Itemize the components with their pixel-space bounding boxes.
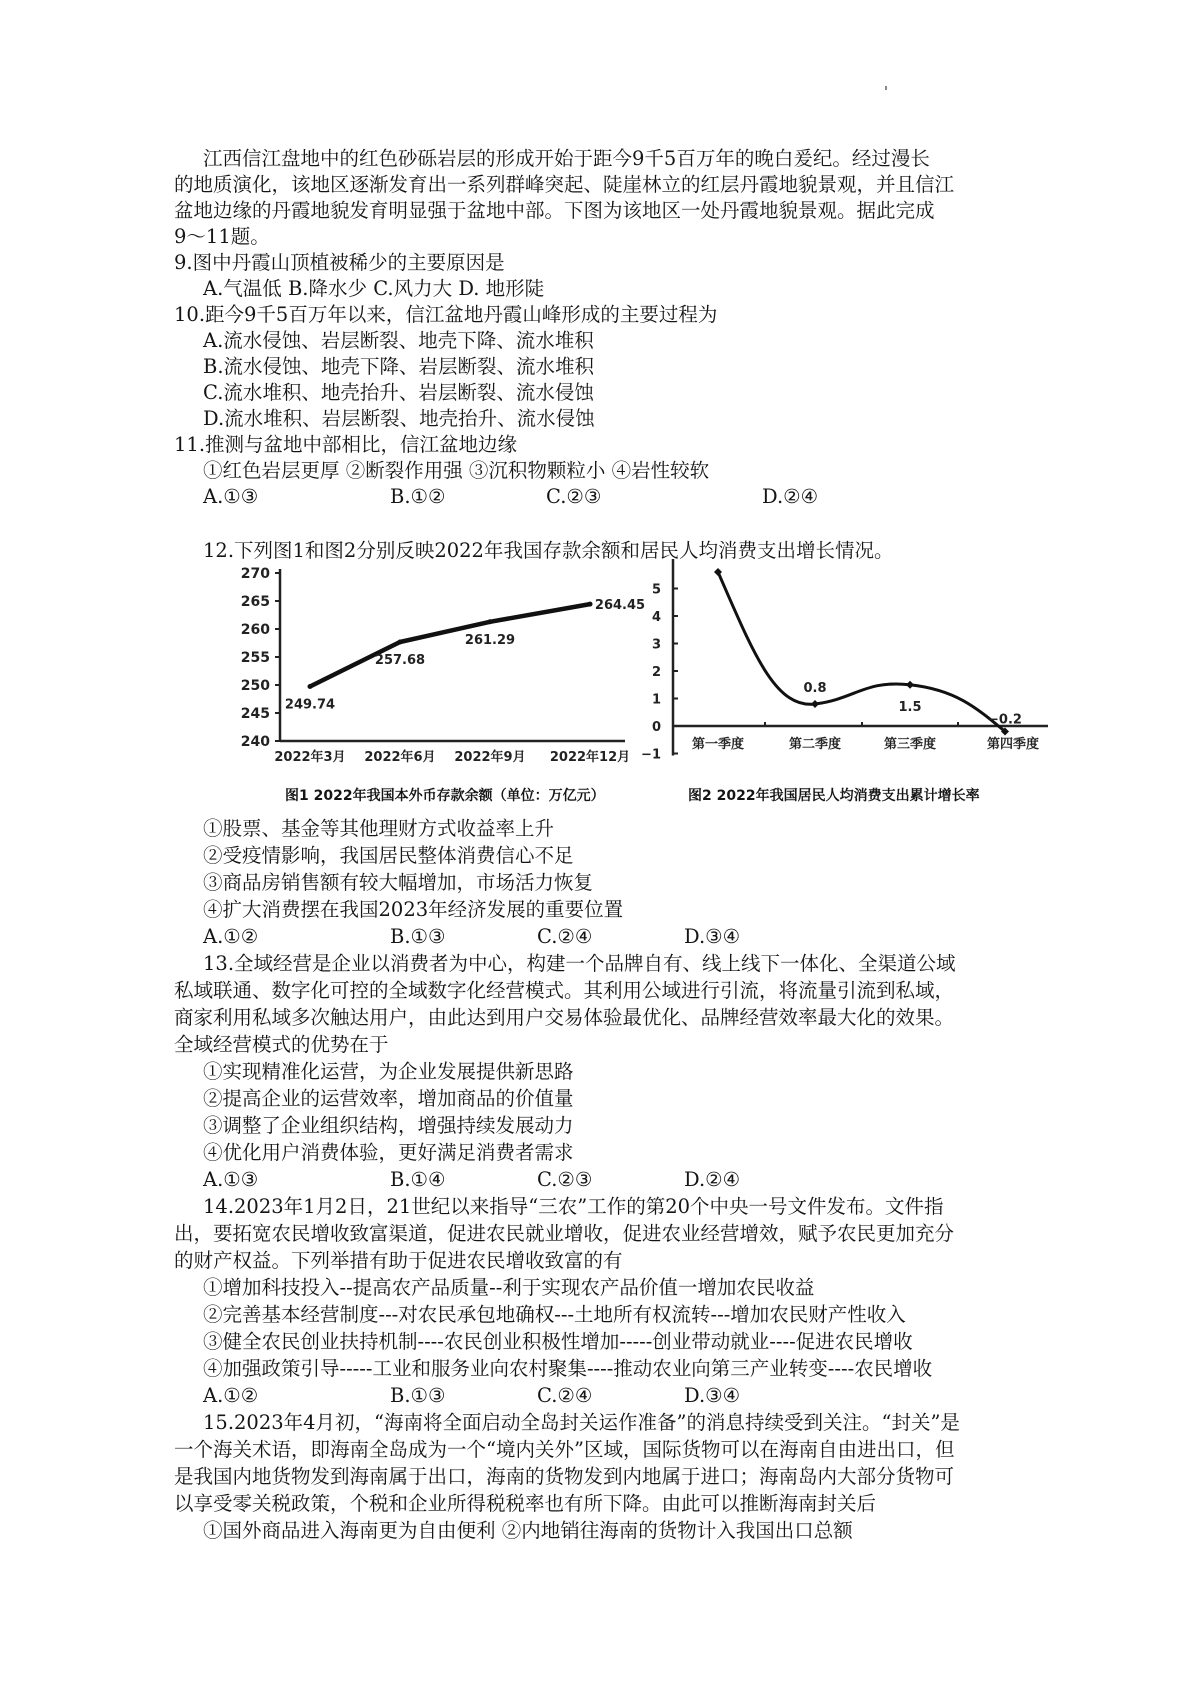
question-10-option: C.流水堆积、地壳抬升、岩层断裂、流水侵蚀 [203,381,594,404]
question-14-option: C.②④ [537,1384,593,1407]
question-13-item: ①实现精准化运营，为企业发展提供新思路 [203,1060,574,1083]
x-tick-label: 2022年9月 [454,750,526,765]
data-point [398,639,403,644]
question-13-option: B.①④ [390,1168,446,1191]
data-point [906,681,914,689]
question-10-option: B.流水侵蚀、地壳下降、岩层断裂、流水堆积 [203,355,595,378]
question-13-stem: 全域经营模式的优势在于 [174,1033,389,1056]
figure-1 [215,563,646,781]
question-11-items: ①红色岩层更厚 ②断裂作用强 ③沉积物颗粒小 ④岩性较软 [203,459,710,482]
x-tick-label: 2022年3月 [274,750,346,765]
figure-2 [640,551,1060,781]
question-14-stem: 的财产权益。下列举措有助于促进农民增收致富的有 [174,1249,623,1272]
question-9-stem: 9.图中丹霞山顶植被稀少的主要原因是 [174,251,505,274]
series-line-consumption [718,572,1005,732]
question-10-option: D.流水堆积、岩层断裂、地壳抬升、流水侵蚀 [203,407,595,430]
question-14-option: B.①③ [390,1384,446,1407]
y-tick-label: 1 [651,692,661,708]
x-tick-label: 2022年6月 [364,750,436,765]
question-13-item: ③调整了企业组织结构，增强持续发展动力 [203,1114,574,1137]
y-tick-label: 4 [651,610,661,625]
question-9-options: A.气温低 B.降水少 C.风力大 D. 地形陡 [203,277,545,300]
question-14-stem: 出，要拓宽农民增收致富渠道，促进农民就业增收，促进农业经营增效，赋予农民更加充分 [174,1222,955,1245]
question-12-option: A.①② [203,925,259,948]
question-11-option: D.②④ [762,485,819,508]
question-12-item: ①股票、基金等其他理财方式收益率上升 [203,817,555,840]
question-14-item: ③健全农民创业扶持机制----农民创业积极性增加-----创业带动就业----促进农民增收 [203,1330,913,1353]
question-14-item: ②完善基本经营制度---对农民承包地确权---土地所有权流转---增加农民财产性收入 [203,1303,906,1326]
x-tick-label: 第二季度 [788,737,842,752]
y-tick-label: 2 [651,665,661,680]
y-tick-label: 265 [240,594,270,610]
question-13-option: C.②③ [537,1168,593,1191]
question-15-items: ①国外商品进入海南更为自由便利 ②内地销往海南的货物计入我国出口总额 [203,1519,853,1542]
passage-line: 江西信江盘地中的红色砂砾岩层的形成开始于距今9千5百万年的晚白爰纪。经过漫长 [203,147,930,170]
question-13-item: ②提高企业的运营效率，增加商品的价值量 [203,1087,574,1110]
scan-mark [885,86,887,90]
y-tick-label: 270 [240,566,270,582]
x-tick-label: 第三季度 [883,737,937,752]
passage-line: 9～11题。 [174,225,270,248]
y-tick-label: 255 [240,650,270,666]
question-12-item: ④扩大消费摆在我国2023年经济发展的重要位置 [203,898,624,921]
y-tick-label: 250 [240,678,270,694]
question-10-option: A.流水侵蚀、岩层断裂、地壳下降、流水堆积 [203,329,594,352]
question-14-item: ①增加科技投入--提高农产品质量--利于实现农产品价值一增加农民收益 [203,1276,815,1299]
question-12-option: B.①③ [390,925,446,948]
data-point [588,602,593,607]
figure-2-plot [640,551,1060,781]
data-label: 1.5 [898,699,922,715]
data-label: 0.8 [803,681,827,696]
y-tick-label: 240 [240,734,270,750]
question-13-option: D.②④ [684,1168,741,1191]
question-13-stem: 私域联通、数字化可控的全域数字化经营模式。其利用公域进行引流，将流量引流到私域， [174,979,955,1002]
data-point [811,700,819,708]
question-15-stem: 以享受零关税政策，个税和企业所得税税率也有所下降。由此可以推断海南封关后 [174,1492,877,1515]
question-14-item: ④加强政策引导-----工业和服务业向农村聚集----推动农业向第三产业转变----农民增收 [203,1357,933,1380]
data-label: 249.74 [284,697,336,713]
series-line-deposit [310,604,590,686]
y-tick-label: −1 [641,747,661,763]
data-point [308,684,313,689]
question-13-item: ④优化用户消费体验，更好满足消费者需求 [203,1141,574,1164]
x-tick-label: 第四季度 [986,737,1040,752]
y-tick-label: 0 [651,720,661,735]
data-label: 257.68 [374,652,426,668]
y-tick-label: 260 [240,622,270,638]
data-label: −0.2 [988,712,1022,728]
question-13-stem: 商家利用私域多次触达用户，由此达到用户交易体验最优化、品牌经营效率最大化的效果。 [174,1006,955,1029]
question-11-stem: 11.推测与盆地中部相比，信江盆地边缘 [174,433,518,456]
y-tick-label: 5 [651,582,661,598]
x-tick-label: 2022年12月 [549,750,631,765]
question-11-option: A.①③ [203,485,259,508]
question-12-option: D.③④ [684,925,741,948]
figure-2-caption: 图2 2022年我国居民人均消费支出累计增长率 [688,788,980,804]
figure-1-caption: 图1 2022年我国本外币存款余额（单位：万亿元） [285,788,605,804]
y-tick-label: 245 [240,706,270,722]
data-label: 264.45 [594,598,646,614]
passage-line: 盆地边缘的丹霞地貌发育明显强于盆地中部。下图为该地区一处丹霞地貌景观。据此完成 [174,199,935,222]
question-11-option: B.①② [390,485,446,508]
question-11-option: C.②③ [546,485,602,508]
question-13-stem: 13.全域经营是企业以消费者为中心，构建一个品牌自有、线上线下一体化、全渠道公域 [203,952,956,975]
question-12-item: ②受疫情影响，我国居民整体消费信心不足 [203,844,574,867]
question-10-stem: 10.距今9千5百万年以来，信江盆地丹霞山峰形成的主要过程为 [174,303,718,326]
question-14-stem: 14.2023年1月2日，21世纪以来指导“三农”工作的第20个中央一号文件发布。文件指 [203,1195,944,1218]
x-tick-label: 第一季度 [691,737,745,752]
figure-1-plot [215,563,646,781]
question-12-stem: 12.下列图1和图2分别反映2022年我国存款余额和居民人均消费支出增长情况。 [203,539,894,562]
question-15-stem: 是我国内地货物发到海南属于出口，海南的货物发到内地属于进口；海南岛内大部分货物可 [174,1465,955,1488]
question-15-stem: 15.2023年4月初，“海南将全面启动全岛封关运作准备”的消息持续受到关注。“封关”是 [203,1411,960,1434]
question-12-item: ③商品房销售额有较大幅增加，市场活力恢复 [203,871,594,894]
y-tick-label: 3 [651,637,661,653]
data-label: 261.29 [464,632,516,648]
question-12-option: C.②④ [537,925,593,948]
question-14-option: D.③④ [684,1384,741,1407]
question-14-option: A.①② [203,1384,259,1407]
question-13-option: A.①③ [203,1168,259,1191]
question-15-stem: 一个海关术语，即海南全岛成为一个“境内关外”区域，国际货物可以在海南自由进出口，但 [174,1438,955,1461]
data-point [488,619,493,624]
passage-line: 的地质演化，该地区逐渐发育出一系列群峰突起、陡崖林立的红层丹霞地貌景观，并且信江 [174,173,955,196]
